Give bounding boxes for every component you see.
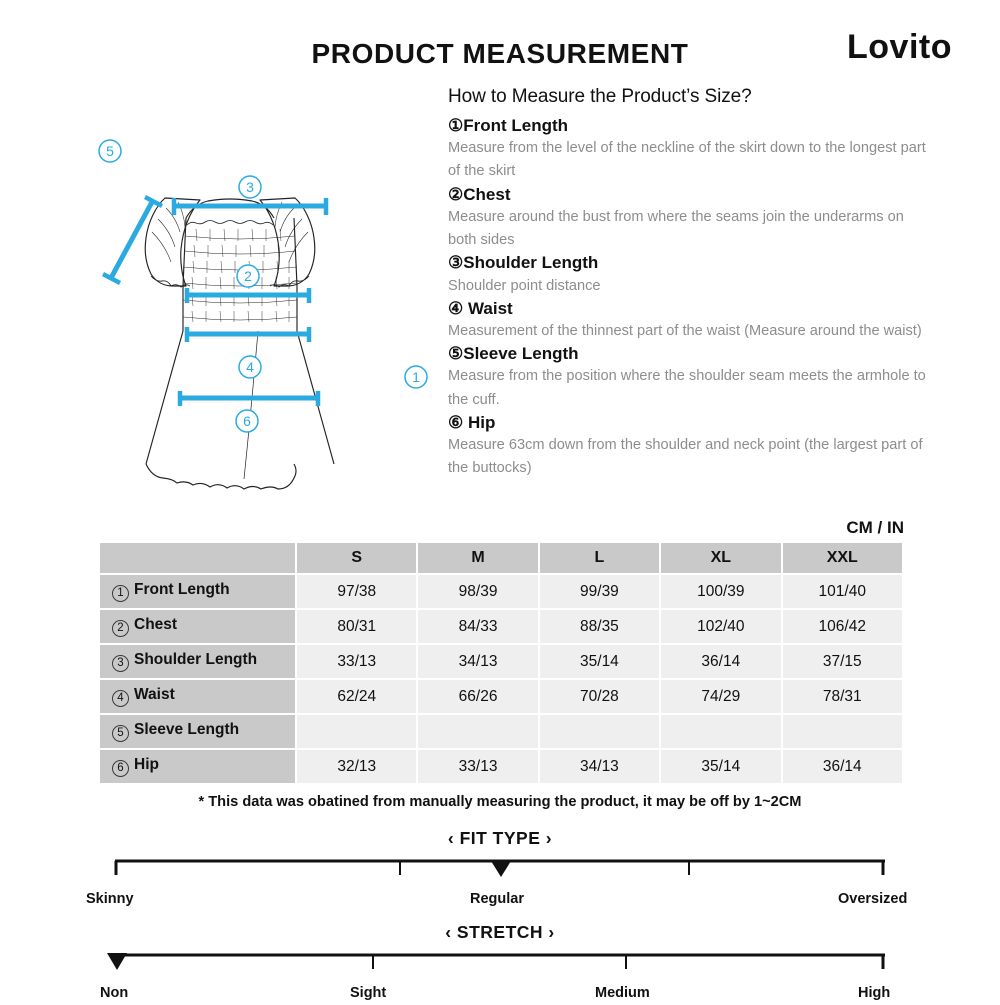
size-chart-table bbox=[98, 541, 904, 785]
stretch-label-medium: Medium bbox=[595, 985, 650, 1001]
instruction-title-4: ④ Waist bbox=[448, 298, 513, 318]
row-marker-icon: 3 bbox=[112, 655, 129, 672]
instruction-item-4 bbox=[448, 298, 928, 343]
instruction-body-5: Measure from the position where the shoulder seam meets the armhole to the cuff. bbox=[448, 368, 926, 408]
stretch-label-high: High bbox=[858, 985, 891, 1001]
table-row bbox=[100, 610, 902, 643]
cell-sleeve-length-xl bbox=[661, 715, 780, 748]
instruction-title-6: ⑥ Hip bbox=[448, 412, 496, 432]
table-header-row bbox=[100, 543, 902, 573]
cell-waist-s: 62/24 bbox=[297, 680, 416, 713]
svg-text:4: 4 bbox=[246, 359, 254, 375]
callout-6 bbox=[236, 410, 258, 432]
cell-hip-m: 33/13 bbox=[418, 750, 537, 783]
fit-type-labels bbox=[0, 891, 1000, 911]
instruction-item-2 bbox=[448, 184, 928, 253]
cell-waist-l: 70/28 bbox=[540, 680, 659, 713]
instruction-item-3 bbox=[448, 252, 928, 297]
callout-1 bbox=[405, 366, 427, 388]
cell-hip-s: 32/13 bbox=[297, 750, 416, 783]
instruction-title-3: ③Shoulder Length bbox=[448, 253, 599, 273]
svg-text:5: 5 bbox=[106, 143, 114, 159]
cell-front-length-xl: 100/39 bbox=[661, 575, 780, 608]
table-row bbox=[100, 645, 902, 678]
cell-chest-l: 88/35 bbox=[540, 610, 659, 643]
neckline-ruffle bbox=[187, 221, 273, 226]
callout-3 bbox=[239, 176, 261, 198]
cell-shoulder-length-xxl: 37/15 bbox=[783, 645, 902, 678]
garment-diagram-svg bbox=[90, 86, 440, 516]
brand-logo bbox=[847, 28, 952, 67]
measurement-instructions bbox=[448, 86, 928, 480]
skirt-left-edge bbox=[146, 331, 183, 464]
callout-2 bbox=[237, 265, 259, 287]
cell-front-length-s: 97/38 bbox=[297, 575, 416, 608]
row-marker-icon: 2 bbox=[112, 620, 129, 637]
cell-sleeve-length-s bbox=[297, 715, 416, 748]
table-corner-cell bbox=[100, 543, 295, 573]
instruction-title-5: ⑤Sleeve Length bbox=[448, 344, 579, 364]
page-title: PRODUCT MEASUREMENT bbox=[311, 38, 689, 69]
callout-circles bbox=[99, 140, 427, 432]
measure-end-caps bbox=[103, 197, 440, 516]
row-label-shoulder-length: 3 Shoulder Length bbox=[100, 645, 295, 678]
cell-hip-xxl: 36/14 bbox=[783, 750, 902, 783]
table-row bbox=[100, 680, 902, 713]
row-marker-icon: 5 bbox=[112, 725, 129, 742]
cell-shoulder-length-m: 34/13 bbox=[418, 645, 537, 678]
skirt-drape-seam bbox=[244, 331, 258, 479]
left-sleeve-gathers bbox=[152, 202, 185, 262]
cell-chest-m: 84/33 bbox=[418, 610, 537, 643]
cell-hip-l: 34/13 bbox=[540, 750, 659, 783]
svg-text:6: 6 bbox=[243, 413, 251, 429]
svg-text:2: 2 bbox=[244, 268, 252, 284]
size-header-xl: XL bbox=[661, 543, 780, 573]
measurement-disclaimer: * This data was obatined from manually measuring the product, it may be off by 1~2CM bbox=[198, 794, 802, 810]
stretch-title: ‹ STRETCH › bbox=[445, 922, 555, 942]
cell-sleeve-length-m bbox=[418, 715, 537, 748]
cell-front-length-l: 99/39 bbox=[540, 575, 659, 608]
row-marker-icon: 4 bbox=[112, 690, 129, 707]
dress-outline bbox=[145, 198, 334, 489]
row-label-hip: 6 Hip bbox=[100, 750, 295, 783]
bodice-right-edge bbox=[294, 218, 297, 331]
callout-4 bbox=[239, 356, 261, 378]
size-header-xxl: XXL bbox=[783, 543, 902, 573]
units-label: CM / IN bbox=[846, 518, 904, 537]
row-label-waist: 4 Waist bbox=[100, 680, 295, 713]
cell-front-length-xxl: 101/40 bbox=[783, 575, 902, 608]
instruction-body-1: Measure from the level of the neckline of the skirt down to the longest part of the skirt bbox=[448, 140, 926, 180]
skirt-hem bbox=[146, 464, 296, 489]
instruction-item-1 bbox=[448, 115, 928, 184]
cell-sleeve-length-l bbox=[540, 715, 659, 748]
table-row bbox=[100, 750, 902, 783]
instructions-heading: How to Measure the Product’s Size? bbox=[448, 86, 752, 107]
callout-5 bbox=[99, 140, 121, 162]
size-header-m: M bbox=[418, 543, 537, 573]
instruction-body-6: Measure 63cm down from the shoulder and neck point (the largest part of the buttocks) bbox=[448, 437, 923, 477]
measure-bars bbox=[111, 202, 440, 516]
row-label-chest: 2 Chest bbox=[100, 610, 295, 643]
measurement-overview bbox=[0, 86, 1000, 516]
cell-shoulder-length-l: 35/14 bbox=[540, 645, 659, 678]
cell-front-length-m: 98/39 bbox=[418, 575, 537, 608]
stretch-label-sight: Sight bbox=[350, 985, 387, 1001]
row-marker-icon: 1 bbox=[112, 585, 129, 602]
fit-type-scale bbox=[0, 828, 1000, 911]
instruction-title-1: ①Front Length bbox=[448, 116, 569, 135]
fit-type-axis bbox=[0, 849, 1000, 881]
cell-hip-xl: 35/14 bbox=[661, 750, 780, 783]
instruction-title-2: ②Chest bbox=[448, 184, 511, 204]
svg-text:1: 1 bbox=[412, 369, 420, 385]
stretch-marker bbox=[107, 953, 127, 970]
page-header bbox=[0, 0, 1000, 86]
right-sleeve bbox=[260, 198, 315, 286]
row-label-sleeve-length: 5 Sleeve Length bbox=[100, 715, 295, 748]
cell-chest-xl: 102/40 bbox=[661, 610, 780, 643]
instruction-body-4: Measurement of the thinnest part of the waist (Measure around the waist) bbox=[448, 322, 922, 339]
size-header-s: S bbox=[297, 543, 416, 573]
fit-type-marker bbox=[491, 861, 511, 877]
fit-type-title: ‹ FIT TYPE › bbox=[447, 828, 553, 848]
fit-label-skinny: Skinny bbox=[86, 891, 134, 907]
stretch-axis bbox=[0, 943, 1000, 975]
svg-text:3: 3 bbox=[246, 179, 254, 195]
cell-chest-s: 80/31 bbox=[297, 610, 416, 643]
cell-sleeve-length-xxl bbox=[783, 715, 902, 748]
instruction-item-5 bbox=[448, 343, 928, 412]
cell-waist-m: 66/26 bbox=[418, 680, 537, 713]
stretch-label-non: Non bbox=[100, 985, 129, 1001]
stretch-labels bbox=[0, 985, 1000, 1005]
cell-waist-xl: 74/29 bbox=[661, 680, 780, 713]
cell-chest-xxl: 106/42 bbox=[783, 610, 902, 643]
row-label-front-length: 1 Front Length bbox=[100, 575, 295, 608]
cell-shoulder-length-xl: 36/14 bbox=[661, 645, 780, 678]
instruction-body-2: Measure around the bust from where the seams join the underarms on both sides bbox=[448, 208, 904, 249]
cell-shoulder-length-s: 33/13 bbox=[297, 645, 416, 678]
table-row bbox=[100, 575, 902, 608]
brand-logo-text: Lovito bbox=[847, 28, 952, 66]
right-sleeve-gathers bbox=[275, 202, 308, 262]
instruction-item-6 bbox=[448, 412, 928, 481]
table-row bbox=[100, 715, 902, 748]
instruction-body-3: Shoulder point distance bbox=[448, 277, 601, 294]
fit-label-oversized: Oversized bbox=[838, 891, 908, 907]
stretch-scale bbox=[0, 922, 1000, 1005]
size-header-l: L bbox=[540, 543, 659, 573]
fit-label-regular: Regular bbox=[470, 891, 524, 907]
cell-waist-xxl: 78/31 bbox=[783, 680, 902, 713]
row-marker-icon: 6 bbox=[112, 760, 129, 777]
garment-diagram bbox=[90, 86, 440, 516]
